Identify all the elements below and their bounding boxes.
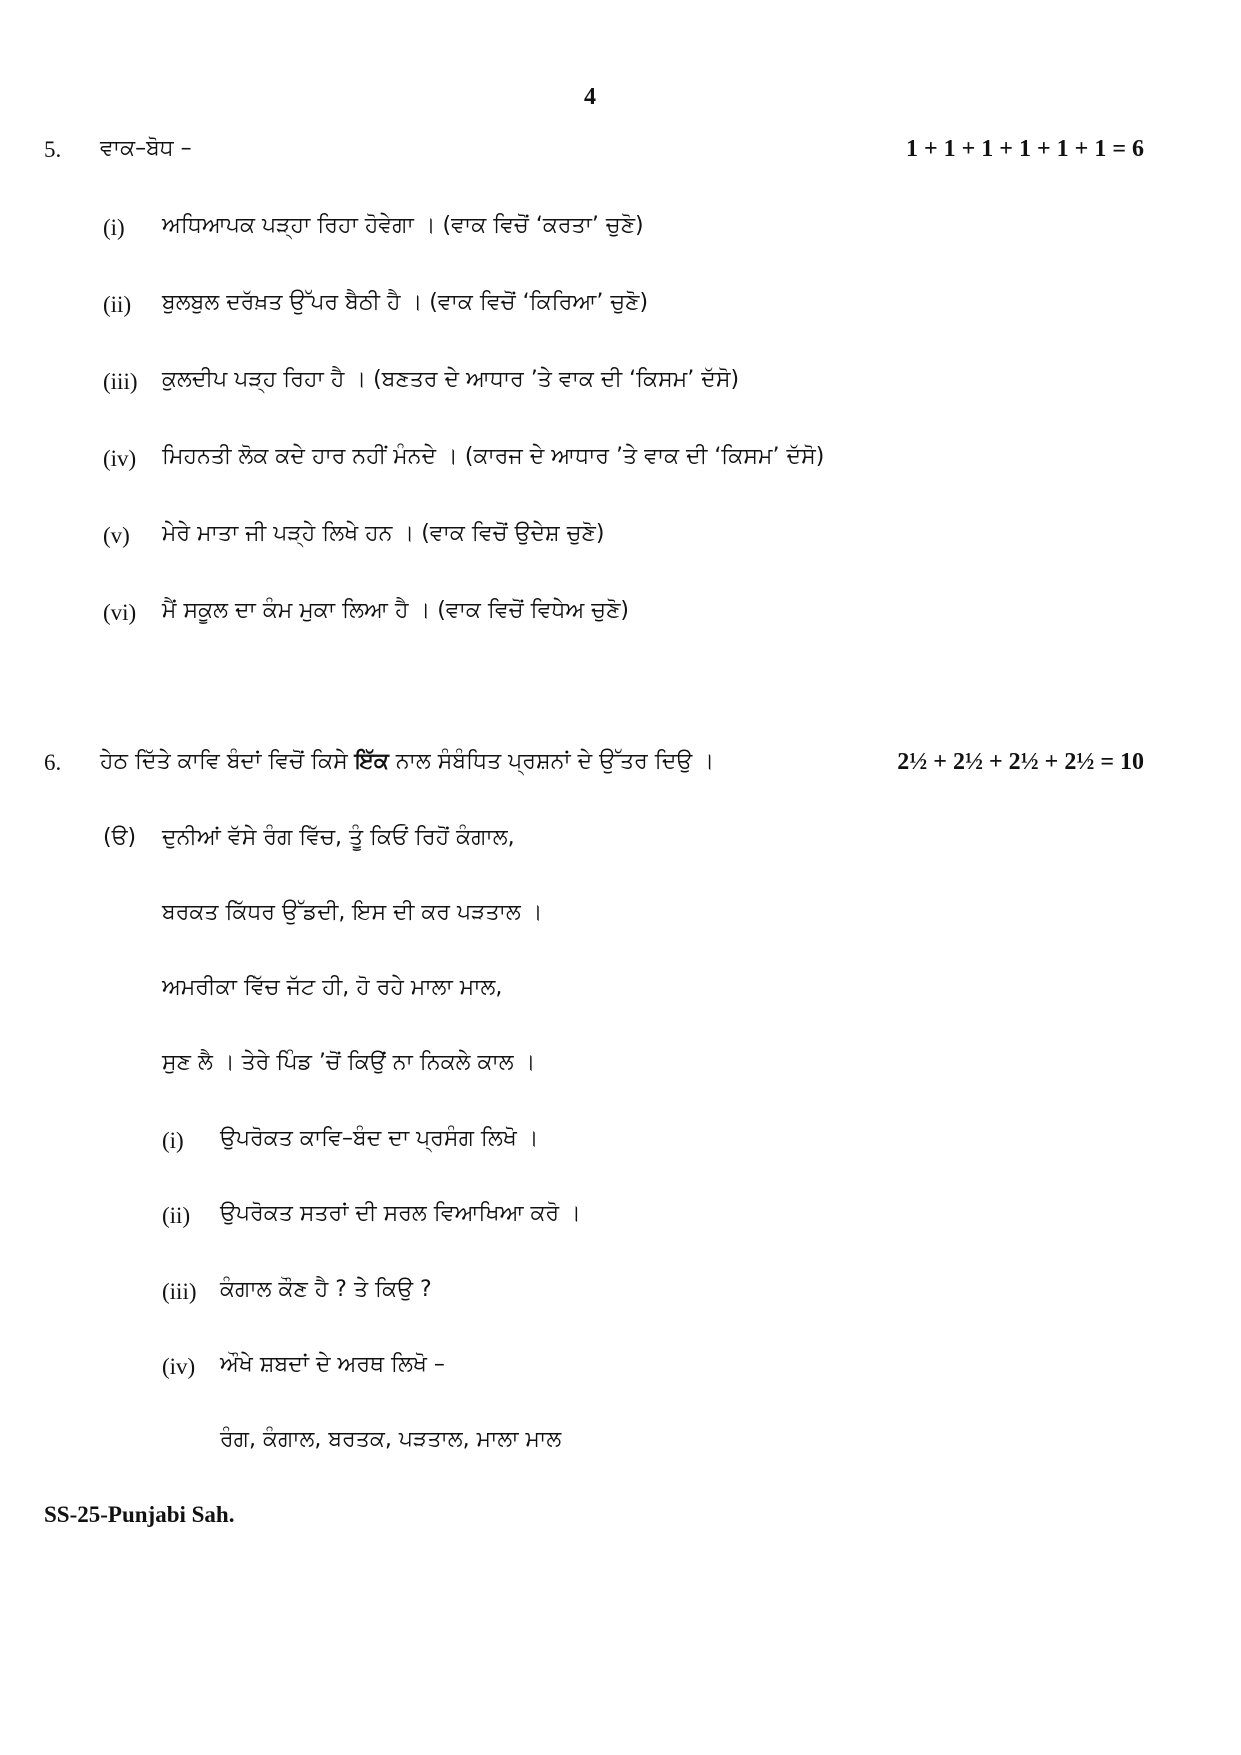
stanza-line: ਸੁਣ ਲੈ । ਤੇਰੇ ਪਿੰਡ ’ਚੋਂ ਕਿਉਂ ਨਾ ਨਿਕਲੇ ਕਾਲ ।: [162, 1050, 536, 1075]
stanza-line: ਅਮਰੀਕਾ ਵਿੱਚ ਜੱਟ ਹੀ, ਹੋ ਰਹੇ ਮਾਲਾ ਮਾਲ,: [162, 975, 503, 1000]
q6-number: 6.: [44, 750, 62, 775]
page-number: 4: [584, 84, 596, 110]
q5-item-text: ਕੁਲਦੀਪ ਪੜ੍ਹ ਰਿਹਾ ਹੈ । (ਬਣਤਰ ਦੇ ਆਧਾਰ ’ਤੇ ਵਾਕ ਦੀ ‘ਕਿਸਮ’ ਦੱਸੋ): [162, 367, 740, 392]
paper-code: SS-25-Punjabi Sah.: [44, 1502, 235, 1527]
q5-item-label: (ii): [103, 292, 132, 317]
stanza-label: (ੳ): [103, 825, 137, 850]
q5-marks: 1 + 1 + 1 + 1 + 1 + 1 = 6: [905, 136, 1144, 162]
q6-sub-text: ਉਪਰੋਕਤ ਸਤਰਾਂ ਦੀ ਸਰਲ ਵਿਆਖਿਆ ਕਰੋ ।: [220, 1201, 581, 1226]
q6-sub-label: (iii): [162, 1279, 197, 1304]
q5-item-label: (vi): [103, 600, 137, 625]
q5-item-text: ਮੇਰੇ ਮਾਤਾ ਜੀ ਪੜ੍ਹੇ ਲਿਖੇ ਹਨ । (ਵਾਕ ਵਿਚੋਂ ਉਦੇਸ਼ ਚੁਣੋ): [162, 521, 605, 546]
q6-sub-text: ਉਪਰੋਕਤ ਕਾਵਿ–ਬੰਦ ਦਾ ਪ੍ਰਸੰਗ ਲਿਖੋ ।: [220, 1126, 539, 1151]
stanza-line: ਬਰਕਤ ਕਿੱਧਰ ਉੱਡਦੀ, ਇਸ ਦੀ ਕਰ ਪੜਤਾਲ ।: [162, 900, 543, 925]
q5-item-text: ਮੈਂ ਸਕੂਲ ਦਾ ਕੰਮ ਮੁਕਾ ਲਿਆ ਹੈ । (ਵਾਕ ਵਿਚੋਂ ਵਿਧੇਅ ਚੁਣੋ): [162, 598, 629, 623]
q5-item-label: (iv): [103, 446, 137, 471]
q6-title-emphasis: ਇੱਕ: [354, 749, 389, 774]
q5-item-label: (iii): [103, 369, 138, 394]
q6-title-part: ਹੇਠ ਦਿੱਤੇ ਕਾਵਿ ਬੰਦਾਂ ਵਿਚੋਂ ਕਿਸੇ: [100, 749, 355, 774]
q5-item-label: (v): [103, 523, 130, 548]
q6-sub-label: (i): [162, 1128, 184, 1153]
q6-title-part: ਨਾਲ ਸੰਬੰਧਿਤ ਪ੍ਰਸ਼ਨਾਂ ਦੇ ਉੱਤਰ ਦਿਉ ।: [388, 749, 715, 774]
q5-item-text: ਅਧਿਆਪਕ ਪੜ੍ਹਾ ਰਿਹਾ ਹੋਵੇਗਾ । (ਵਾਕ ਵਿਚੋਂ ‘ਕਰਤਾ’ ਚੁਣੋ): [162, 213, 644, 238]
q6-sub-text: ਔਖੇ ਸ਼ਬਦਾਂ ਦੇ ਅਰਥ ਲਿਖੋ –: [220, 1352, 445, 1377]
q5-number: 5.: [44, 137, 62, 162]
q5-title: ਵਾਕ–ਬੋਧ –: [100, 136, 192, 161]
q6-sub-text: ਕੰਗਾਲ ਕੌਣ ਹੈ ? ਤੇ ਕਿਉ ?: [220, 1277, 432, 1302]
q6-sub-label: (iv): [162, 1354, 196, 1379]
stanza-line: ਦੁਨੀਆਂ ਵੱਸੇ ਰੰਗ ਵਿੱਚ, ਤੂੰ ਕਿਓਂ ਰਿਹੋਂ ਕੰਗਾਲ,: [162, 825, 515, 850]
difficult-words-line: ਰੰਗ, ਕੰਗਾਲ, ਬਰਤਕ, ਪੜਤਾਲ, ਮਾਲਾ ਮਾਲ: [220, 1427, 562, 1452]
q5-item-label: (i): [103, 215, 125, 240]
q6-title: [100, 749, 714, 774]
q5-item-text: ਮਿਹਨਤੀ ਲੋਕ ਕਦੇ ਹਾਰ ਨਹੀਂ ਮੰਨਦੇ । (ਕਾਰਜ ਦੇ ਆਧਾਰ ’ਤੇ ਵਾਕ ਦੀ ‘ਕਿਸਮ’ ਦੱਸੋ): [162, 444, 825, 469]
q6-marks: 2½ + 2½ + 2½ + 2½ = 10: [897, 749, 1144, 775]
q5-item-text: ਬੁਲਬੁਲ ਦਰੱਖ਼ਤ ਉੱਪਰ ਬੈਠੀ ਹੈ । (ਵਾਕ ਵਿਚੋਂ ‘ਕਿਰਿਆ’ ਚੁਣੋ): [162, 290, 649, 315]
q6-sub-label: (ii): [162, 1203, 191, 1228]
